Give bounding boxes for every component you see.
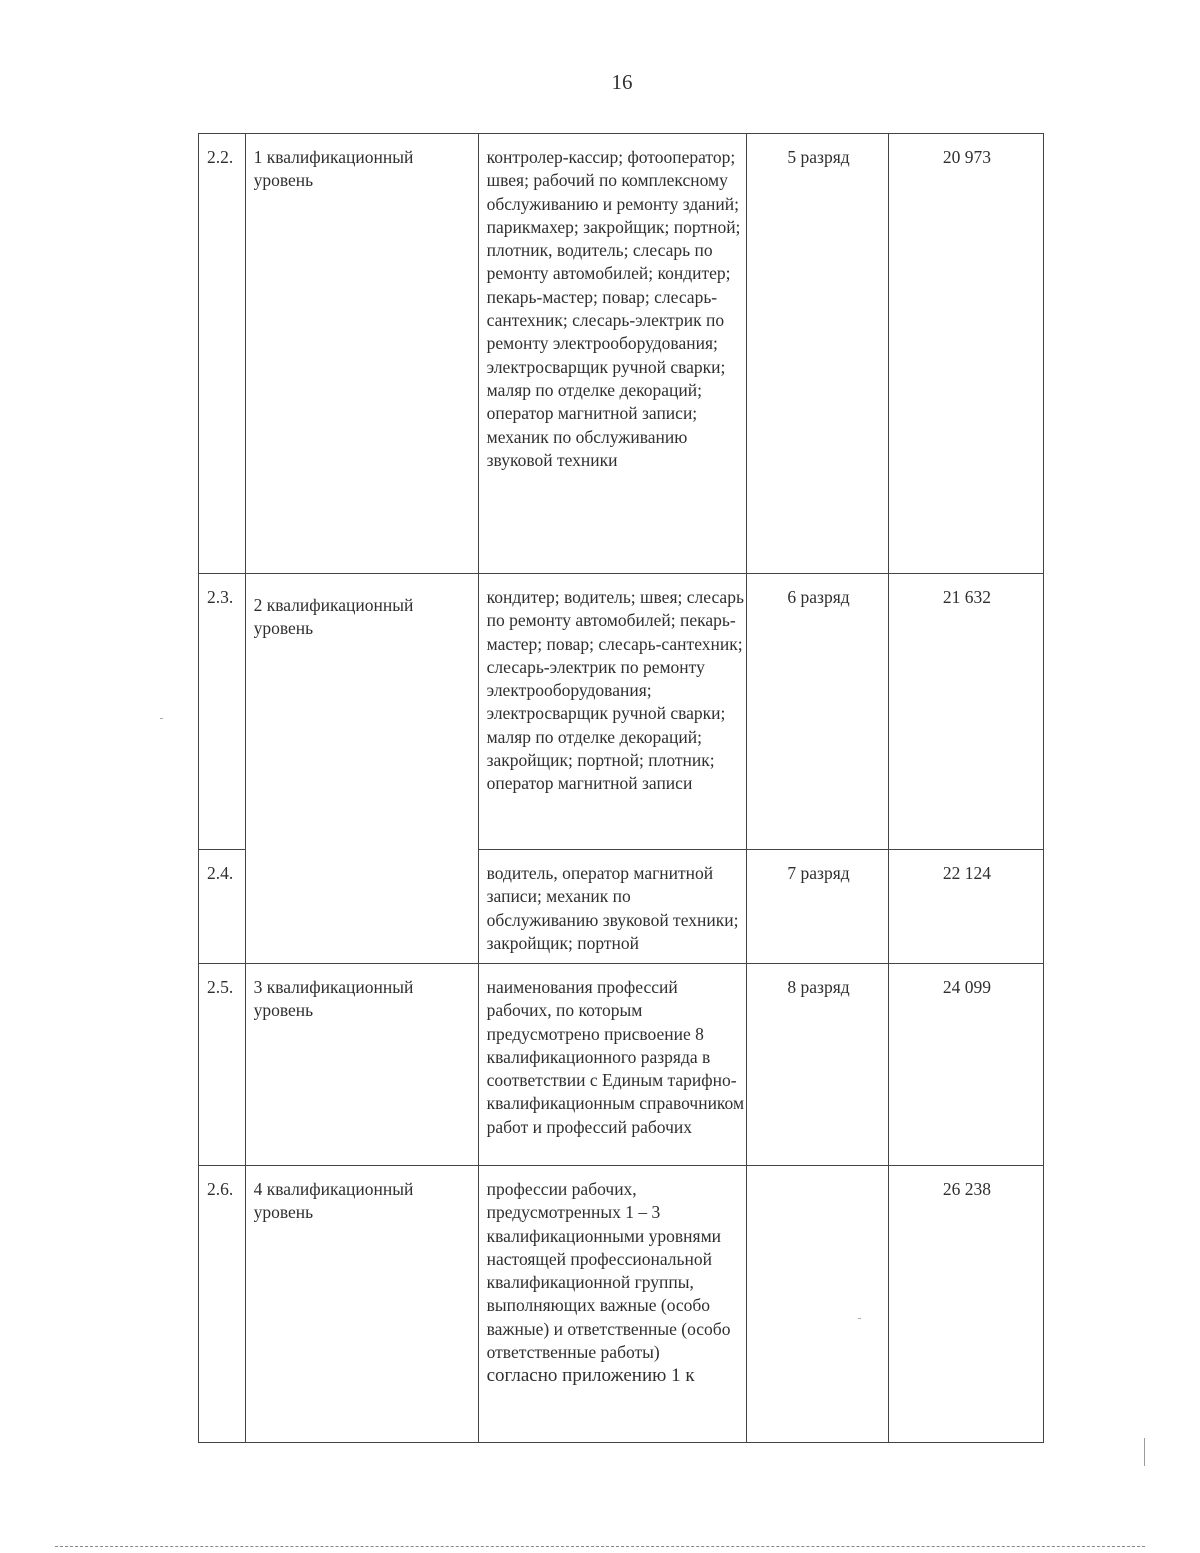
scan-edge-line [55,1546,1145,1547]
professions-list: кондитер; водитель; швея; слесарь по ремонту автомобилей; пекарь-мастер; повар; слесарь-сантехник; слесарь-электрик по ремонту электрооборудования; электросварщик ручной сварки; маляр по отделке декораций; закройщик; портной; плотник; оператор магнитной записи [478,574,746,850]
row-number: 2.3. [199,574,246,850]
salary: 20 973 [888,134,1043,574]
salary: 24 099 [888,964,1043,1166]
table-row [199,1166,1044,1443]
scan-margin-mark [1144,1438,1145,1466]
table-row [199,964,1044,1166]
salary: 22 124 [888,850,1043,964]
scan-speck [858,1318,861,1319]
table-row [199,134,1044,574]
qualification-level: 2 квалификационный уровень [245,574,478,964]
grade: 6 разряд [747,574,889,850]
grade: 7 разряд [747,850,889,964]
professions-continuation: согласно приложению 1 к [486,1365,695,1387]
table-row [199,574,1044,850]
qualification-level: 4 квалификационный уровень [245,1166,478,1443]
professions-cell [478,1166,746,1443]
grade: 5 разряд [747,134,889,574]
professions-list: контролер-кассир; фотооператор; швея; рабочий по комплексному обслуживанию и ремонту зданий; парикмахер; закройщик; портной; плотник, водитель; слесарь по ремонту автомобилей; кондитер; пекарь-мастер; повар; слесарь-сантехник; слесарь-электрик по ремонту электрооборудования; электросварщик ручной сварки; маляр по отделке декораций; оператор магнитной записи; механик по обслуживанию звуковой техники [478,134,746,574]
grade: 8 разряд [747,964,889,1166]
qualification-level: 1 квалификационный уровень [245,134,478,574]
page-number: 16 [611,70,633,94]
qualification-salary-table [198,133,1044,1443]
salary: 21 632 [888,574,1043,850]
qualification-level: 3 квалификационный уровень [245,964,478,1166]
professions-list: водитель, оператор магнитной записи; механик по обслуживанию звуковой техники; закройщик; портной [478,850,746,964]
scan-speck [160,718,163,719]
professions-list: наименования профессий рабочих, по которым предусмотрено присвоение 8 квалификационного разряда в соответствии с Единым тарифно-квалификационным справочником работ и профессий рабочих [478,964,746,1166]
row-number: 2.4. [199,850,246,964]
row-number: 2.2. [199,134,246,574]
row-number: 2.5. [199,964,246,1166]
row-number: 2.6. [199,1166,246,1443]
salary: 26 238 [888,1166,1043,1443]
grade [747,1166,889,1443]
professions-list: профессии рабочих, предусмотренных 1 – 3 квалификационными уровнями настоящей профессиональной квалификационной группы, выполняющих важные (особо важные) и ответственные (особо ответственные работы) [486,1179,731,1363]
